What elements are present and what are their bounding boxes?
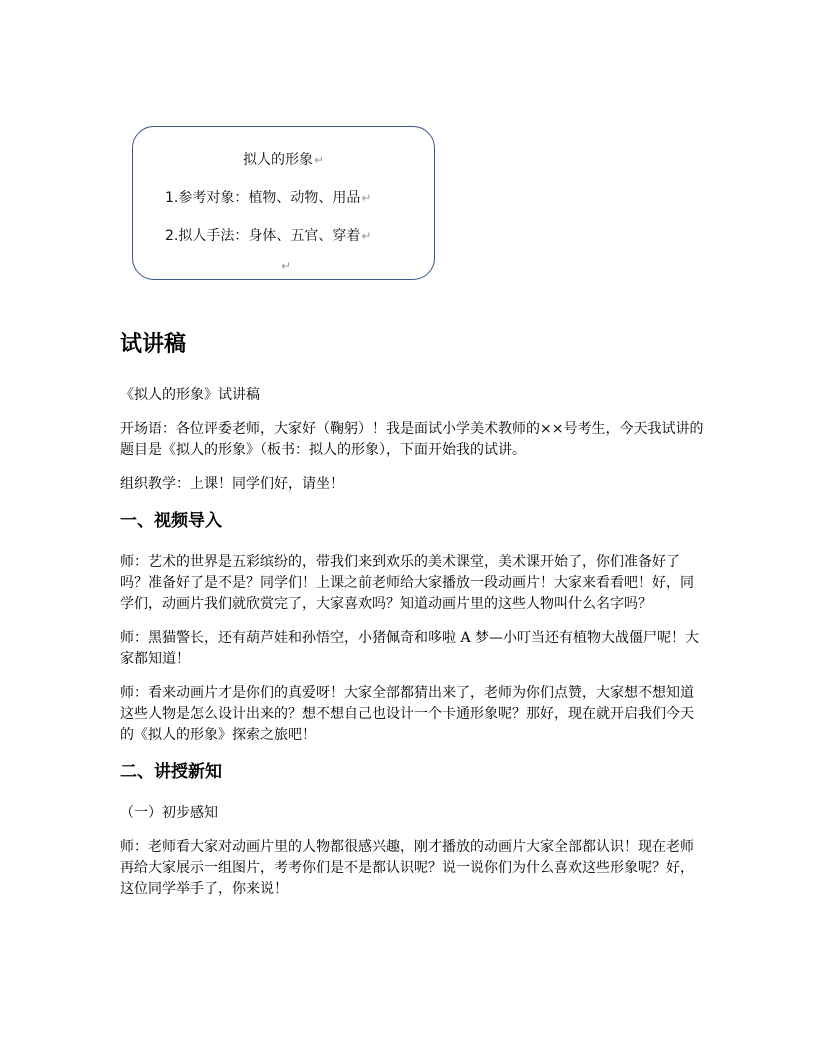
blackboard-title: 拟人的形象↵	[242, 152, 325, 168]
subsection-title: （一）初步感知	[120, 805, 218, 821]
section-2-title: 二、讲授新知	[120, 762, 222, 782]
paragraph-mark-icon: ↵	[361, 191, 372, 205]
blackboard-line-1: 1.参考对象：植物、动物、用品↵	[165, 190, 372, 206]
document-body	[120, 328, 704, 913]
section-1-paragraph-2: 师：黑猫警长，还有葫芦娃和孙悟空，小猪佩奇和哆啦 A 梦—小叮当还有植物大战僵尸呢！大家都知道！	[120, 630, 700, 667]
blackboard-line-2: 2.拟人手法：身体、五官、穿着↵	[165, 228, 372, 244]
section-1-title: 一、视频导入	[120, 511, 222, 531]
paragraph-mark-icon: ↵	[281, 259, 292, 273]
paragraph-mark-icon: ↵	[313, 153, 325, 167]
organize-paragraph: 组织教学：上课！同学们好，请坐！	[120, 476, 344, 492]
section-2-paragraph: 师：老师看大家对动画片里的人物都很感兴趣，刚才播放的动画片大家全部都认识！现在老师再给大家展示一组图片，考考你们是不是都认识呢？说一说你们为什么喜欢这些形象呢？好，这位同学举手了，你来说！	[120, 839, 694, 897]
document-subtitle: 《拟人的形象》试讲稿	[120, 387, 260, 403]
blackboard-box	[132, 126, 435, 280]
opening-paragraph: 开场语：各位评委老师，大家好（鞠躬）！我是面试小学美术教师的××号考生，今天我试讲的题目是《拟人的形象》（板书：拟人的形象），下面开始我的试讲。	[120, 421, 704, 458]
page-title: 试讲稿	[120, 332, 187, 357]
paragraph-mark-icon: ↵	[361, 229, 372, 243]
section-1-paragraph-1: 师：艺术的世界是五彩缤纷的，带我们来到欢乐的美术课堂，美术课开始了，你们准备好了吗？准备好了是不是？同学们！上课之前老师给大家播放一段动画片！大家来看看吧！好，同学们，动画片我们就欣赏完了，大家喜欢吗？知道动画片里的这些人物叫什么名字吗？	[120, 554, 694, 612]
section-1-paragraph-3: 师：看来动画片才是你们的真爱呀！大家全部都猜出来了，老师为你们点赞，大家想不想知道这些人物是怎么设计出来的？想不想自己也设计一个卡通形象呢？那好，现在就开启我们今天的《拟人的形象》探索之旅吧！	[120, 685, 694, 743]
